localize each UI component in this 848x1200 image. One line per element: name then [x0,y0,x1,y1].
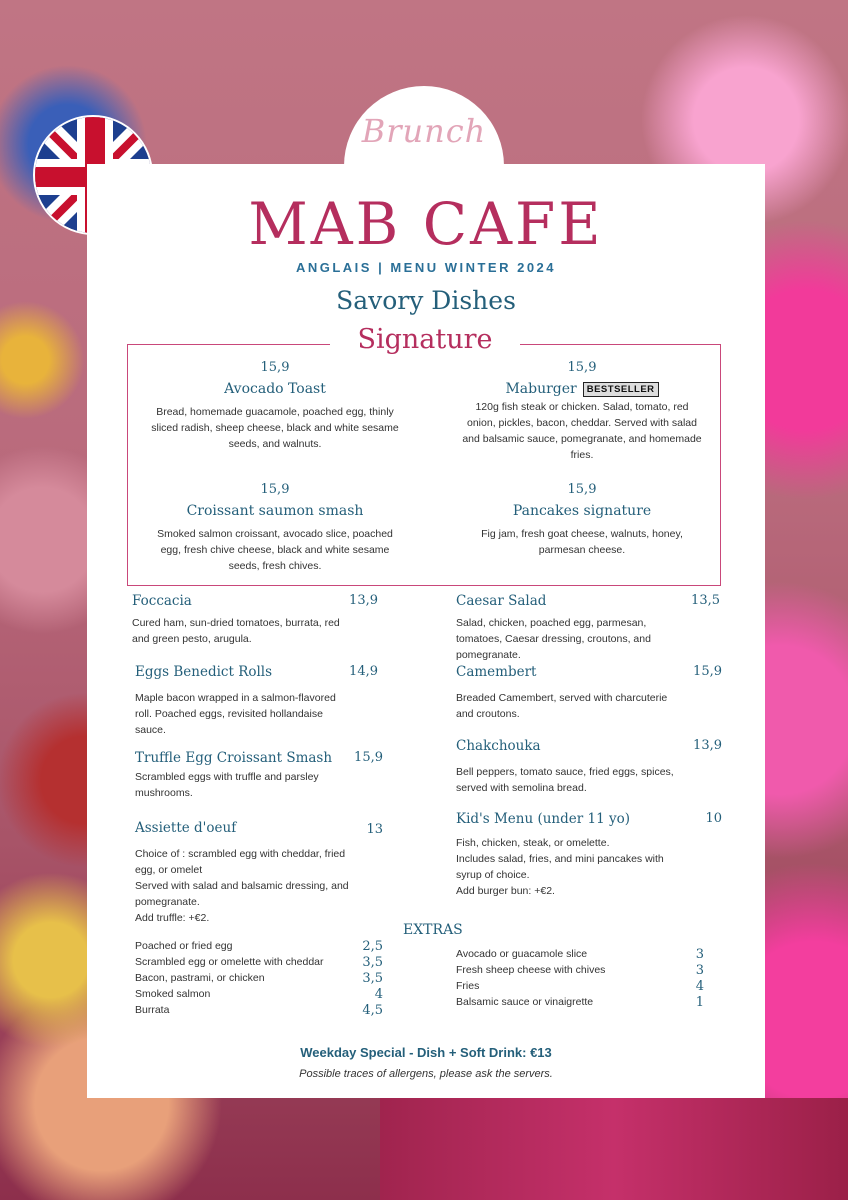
desc-line: and green pesto, arugula. [132,633,252,645]
background-floor [380,1098,848,1200]
item-name: Poached or fried egg [135,940,233,952]
dish-price: 15,9 [693,664,722,679]
dish-description [456,615,720,663]
item-name: Burrata [135,1004,170,1016]
signature-title: Signature [330,324,520,355]
dish-price: 15,9 [354,750,383,765]
list-item [456,980,704,996]
item-price: 4 [374,987,383,1002]
dish-price: 13,9 [349,593,378,608]
extras-title: EXTRAS [403,922,463,938]
dish-name: Truffle Egg Croissant Smash [135,750,333,766]
weekday-special: Weekday Special - Dish + Soft Drink: €13 [300,1045,552,1060]
menu-item [135,750,383,801]
desc-line: mushrooms. [135,787,193,799]
dish-name: Chakchouka [456,738,541,754]
desc-line: Served with salad and balsamic dressing, and [135,880,349,892]
item-name: Smoked salmon [135,988,211,1000]
desc-line: Maple bacon wrapped in a salmon-flavored [135,692,336,704]
section-title: Savory Dishes [336,286,516,315]
dish-name: Assiette d'oeuf [135,820,237,836]
desc-line: Breaded Camembert, served with charcuterie [456,692,668,704]
dish-description: 120g fish steak or chicken. Salad, tomato, red onion, pickles, bacon, cheddar. Served with salad and balsamic sauce, pomegranate, and homemade fries. [462,401,702,461]
signature-item [150,360,400,452]
dish-name: Pancakes signature [512,503,652,519]
desc-line: Fish, chicken, steak, or omelette. [456,837,610,849]
item-price: 4,5 [362,1003,383,1018]
desc-line: roll. Poached eggs, revisited hollandaise [135,708,323,720]
dish-description: Bread, homemade guacamole, poached egg, thinly sliced radish, sheep cheese, black and white sesame seeds, and walnuts. [151,406,399,450]
desc-line: Scrambled eggs with truffle and parsley [135,771,319,783]
dish-name: Camembert [456,664,537,680]
menu-item [456,811,722,899]
item-name: Fresh sheep cheese with chives [456,964,606,976]
signature-item [150,482,400,574]
bestseller-badge: BESTSELLER [583,382,659,397]
desc-line: Includes salad, fries, and mini pancakes with [456,853,664,865]
signature-item [462,482,702,558]
desc-line: sauce. [135,724,166,736]
desc-line: and croutons. [456,708,520,720]
dish-description [456,835,722,899]
dish-description [132,615,378,647]
dish-description [456,690,722,722]
list-item [135,956,383,972]
item-name: Bacon, pastrami, or chicken [135,972,265,984]
desc-line: syrup of choice. [456,869,530,881]
menu-item [135,820,383,926]
dish-price: 15,9 [260,482,290,497]
desc-line: Cured ham, sun-dried tomatoes, burrata, red [132,617,340,629]
desc-line: Add burger bun: +€2. [456,885,555,897]
dish-description [135,769,383,801]
desc-line: served with semolina bread. [456,782,587,794]
dish-name-row [462,381,702,397]
item-price: 3 [695,947,704,962]
dish-price: 15,9 [260,360,290,375]
dish-name: Foccacia [132,593,192,609]
item-price: 3 [695,963,704,978]
list-item [456,948,704,964]
menu-item [456,593,720,663]
dish-name: Caesar Salad [456,593,547,609]
item-price: 3,5 [362,955,383,970]
dish-description: Fig jam, fresh goat cheese, walnuts, honey, parmesan cheese. [481,528,683,556]
extras-list [456,948,704,1012]
dish-name: Avocado Toast [224,381,326,397]
menu-item [456,664,722,722]
list-item [135,972,383,988]
item-name: Avocado or guacamole slice [456,948,588,960]
dish-price: 15,9 [567,482,597,497]
allergen-note: Possible traces of allergens, please ask the servers. [299,1068,553,1080]
item-name: Balsamic sauce or vinaigrette [456,996,594,1008]
menu-item [132,593,378,647]
menu-subtitle: ANGLAIS | MENU WINTER 2024 [295,260,557,275]
menu-item [135,664,378,738]
brunch-label: Brunch [361,112,487,150]
menu-item [456,738,722,796]
dish-description: Smoked salmon croissant, avocado slice, poached egg, fresh chive cheese, black and white sesame seeds, fresh chives. [157,528,393,572]
desc-line: Choice of : scrambled egg with cheddar, fried [135,848,346,860]
item-price: 3,5 [362,971,383,986]
item-name: Fries [456,980,480,992]
signature-item [462,360,702,463]
desc-line: pomegranate. [456,649,521,661]
item-price: 1 [695,995,704,1010]
dish-price: 14,9 [349,664,378,679]
dish-description [135,690,378,738]
list-item [135,988,383,1004]
item-price: 2,5 [362,939,383,954]
list-item [135,1004,383,1020]
dish-name: Croissant saumon smash [186,503,364,519]
desc-line: Bell peppers, tomato sauce, fried eggs, spices, [456,766,674,778]
dish-price: 15,9 [567,360,597,375]
dish-price: 10 [705,811,722,826]
list-item [135,940,383,956]
sides-list [135,940,383,1020]
dish-name: Eggs Benedict Rolls [135,664,273,680]
dish-price: 13,9 [693,738,722,753]
dish-description [135,846,383,926]
desc-line: Add truffle: +€2. [135,912,210,924]
desc-line: Salad, chicken, poached egg, parmesan, [456,617,647,629]
desc-line: tomatoes, Caesar dressing, croutons, and [456,633,651,645]
dish-name: Maburger [505,381,577,397]
dish-price: 13 [366,822,383,837]
item-price: 4 [695,979,704,994]
page-title: MAB CAFE [248,190,604,258]
desc-line: pomegranate. [135,896,200,908]
item-name: Scrambled egg or omelette with cheddar [135,956,324,968]
list-item [456,964,704,980]
dish-name: Kid's Menu (under 11 yo) [456,811,630,827]
dish-description [456,764,722,796]
dish-price: 13,5 [691,593,720,608]
list-item [456,996,704,1012]
desc-line: egg, or omelet [135,864,203,876]
